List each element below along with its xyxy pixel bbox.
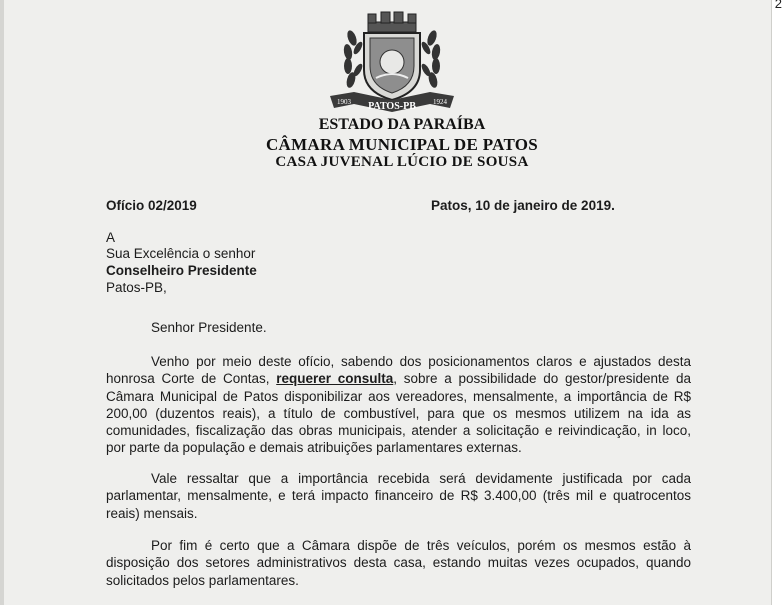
header-chamber: CÂMARA MUNICIPAL DE PATOS <box>265 135 539 154</box>
page-edge <box>0 0 4 605</box>
request-emphasis: requerer consulta <box>276 371 394 387</box>
crest-year-right: 1924 <box>433 98 447 106</box>
recipient-city: Patos-PB, <box>106 280 167 295</box>
crest-year-left: 1903 <box>337 98 351 106</box>
crest-banner-text: PATOS-PB <box>368 101 416 112</box>
municipal-crest <box>326 8 458 112</box>
salutation: Senhor Presidente. <box>151 320 267 335</box>
paragraph-request-start: Venho por meio deste ofício, sabendo dos posicionamentos claros e ajustados desta honrosa Corte de Contas, <box>106 354 691 387</box>
header-state: ESTADO DA PARAÍBA <box>318 116 486 133</box>
header-house: CASA JUVENAL LÚCIO DE SOUSA <box>275 154 529 170</box>
paragraph-justification: Vale ressaltar que a importância recebida será devidamente justificada por cada parlamentar, mensalmente, e terá impacto financeiro de R$ 3.400,00 (três mil e quatrocentos reais) mensais. <box>106 471 691 521</box>
recipient-title: Conselheiro Presidente <box>106 263 257 278</box>
laurel-right-icon <box>420 29 441 89</box>
letter-reference: Ofício 02/2019 <box>106 198 197 213</box>
paragraph-request <box>106 353 691 457</box>
recipient-line-1: A <box>106 230 116 245</box>
page-number: 2 <box>774 0 782 11</box>
paragraph-request-end: , sobre a possibilidade do gestor/presidente da Câmara Municipal de Patos disponibilizar aos vereadores, mensalmente, a importância de R$ 200,00 (duzentos reais), a título de combustível, para que os mesmos utilizem na ida as comunidades, fiscalização das obras municipais, atender a solicitação e reivindicação, in loco, por parte da população e demais atribuições parlamentares externas. <box>106 371 692 456</box>
laurel-left-icon <box>343 29 364 89</box>
paragraph-vehicles: Por fim é certo que a Câmara dispõe de três veículos, porém os mesmos estão à disposição dos setores administrativos desta casa, estando muitas vezes ocupados, quando solicitados pelos parlamentares. <box>106 538 691 588</box>
page-edge-right <box>771 0 784 605</box>
crown-icon <box>368 12 416 32</box>
letter-date: Patos, 10 de janeiro de 2019. <box>431 198 615 213</box>
recipient-line-2: Sua Excelência o senhor <box>106 246 256 261</box>
